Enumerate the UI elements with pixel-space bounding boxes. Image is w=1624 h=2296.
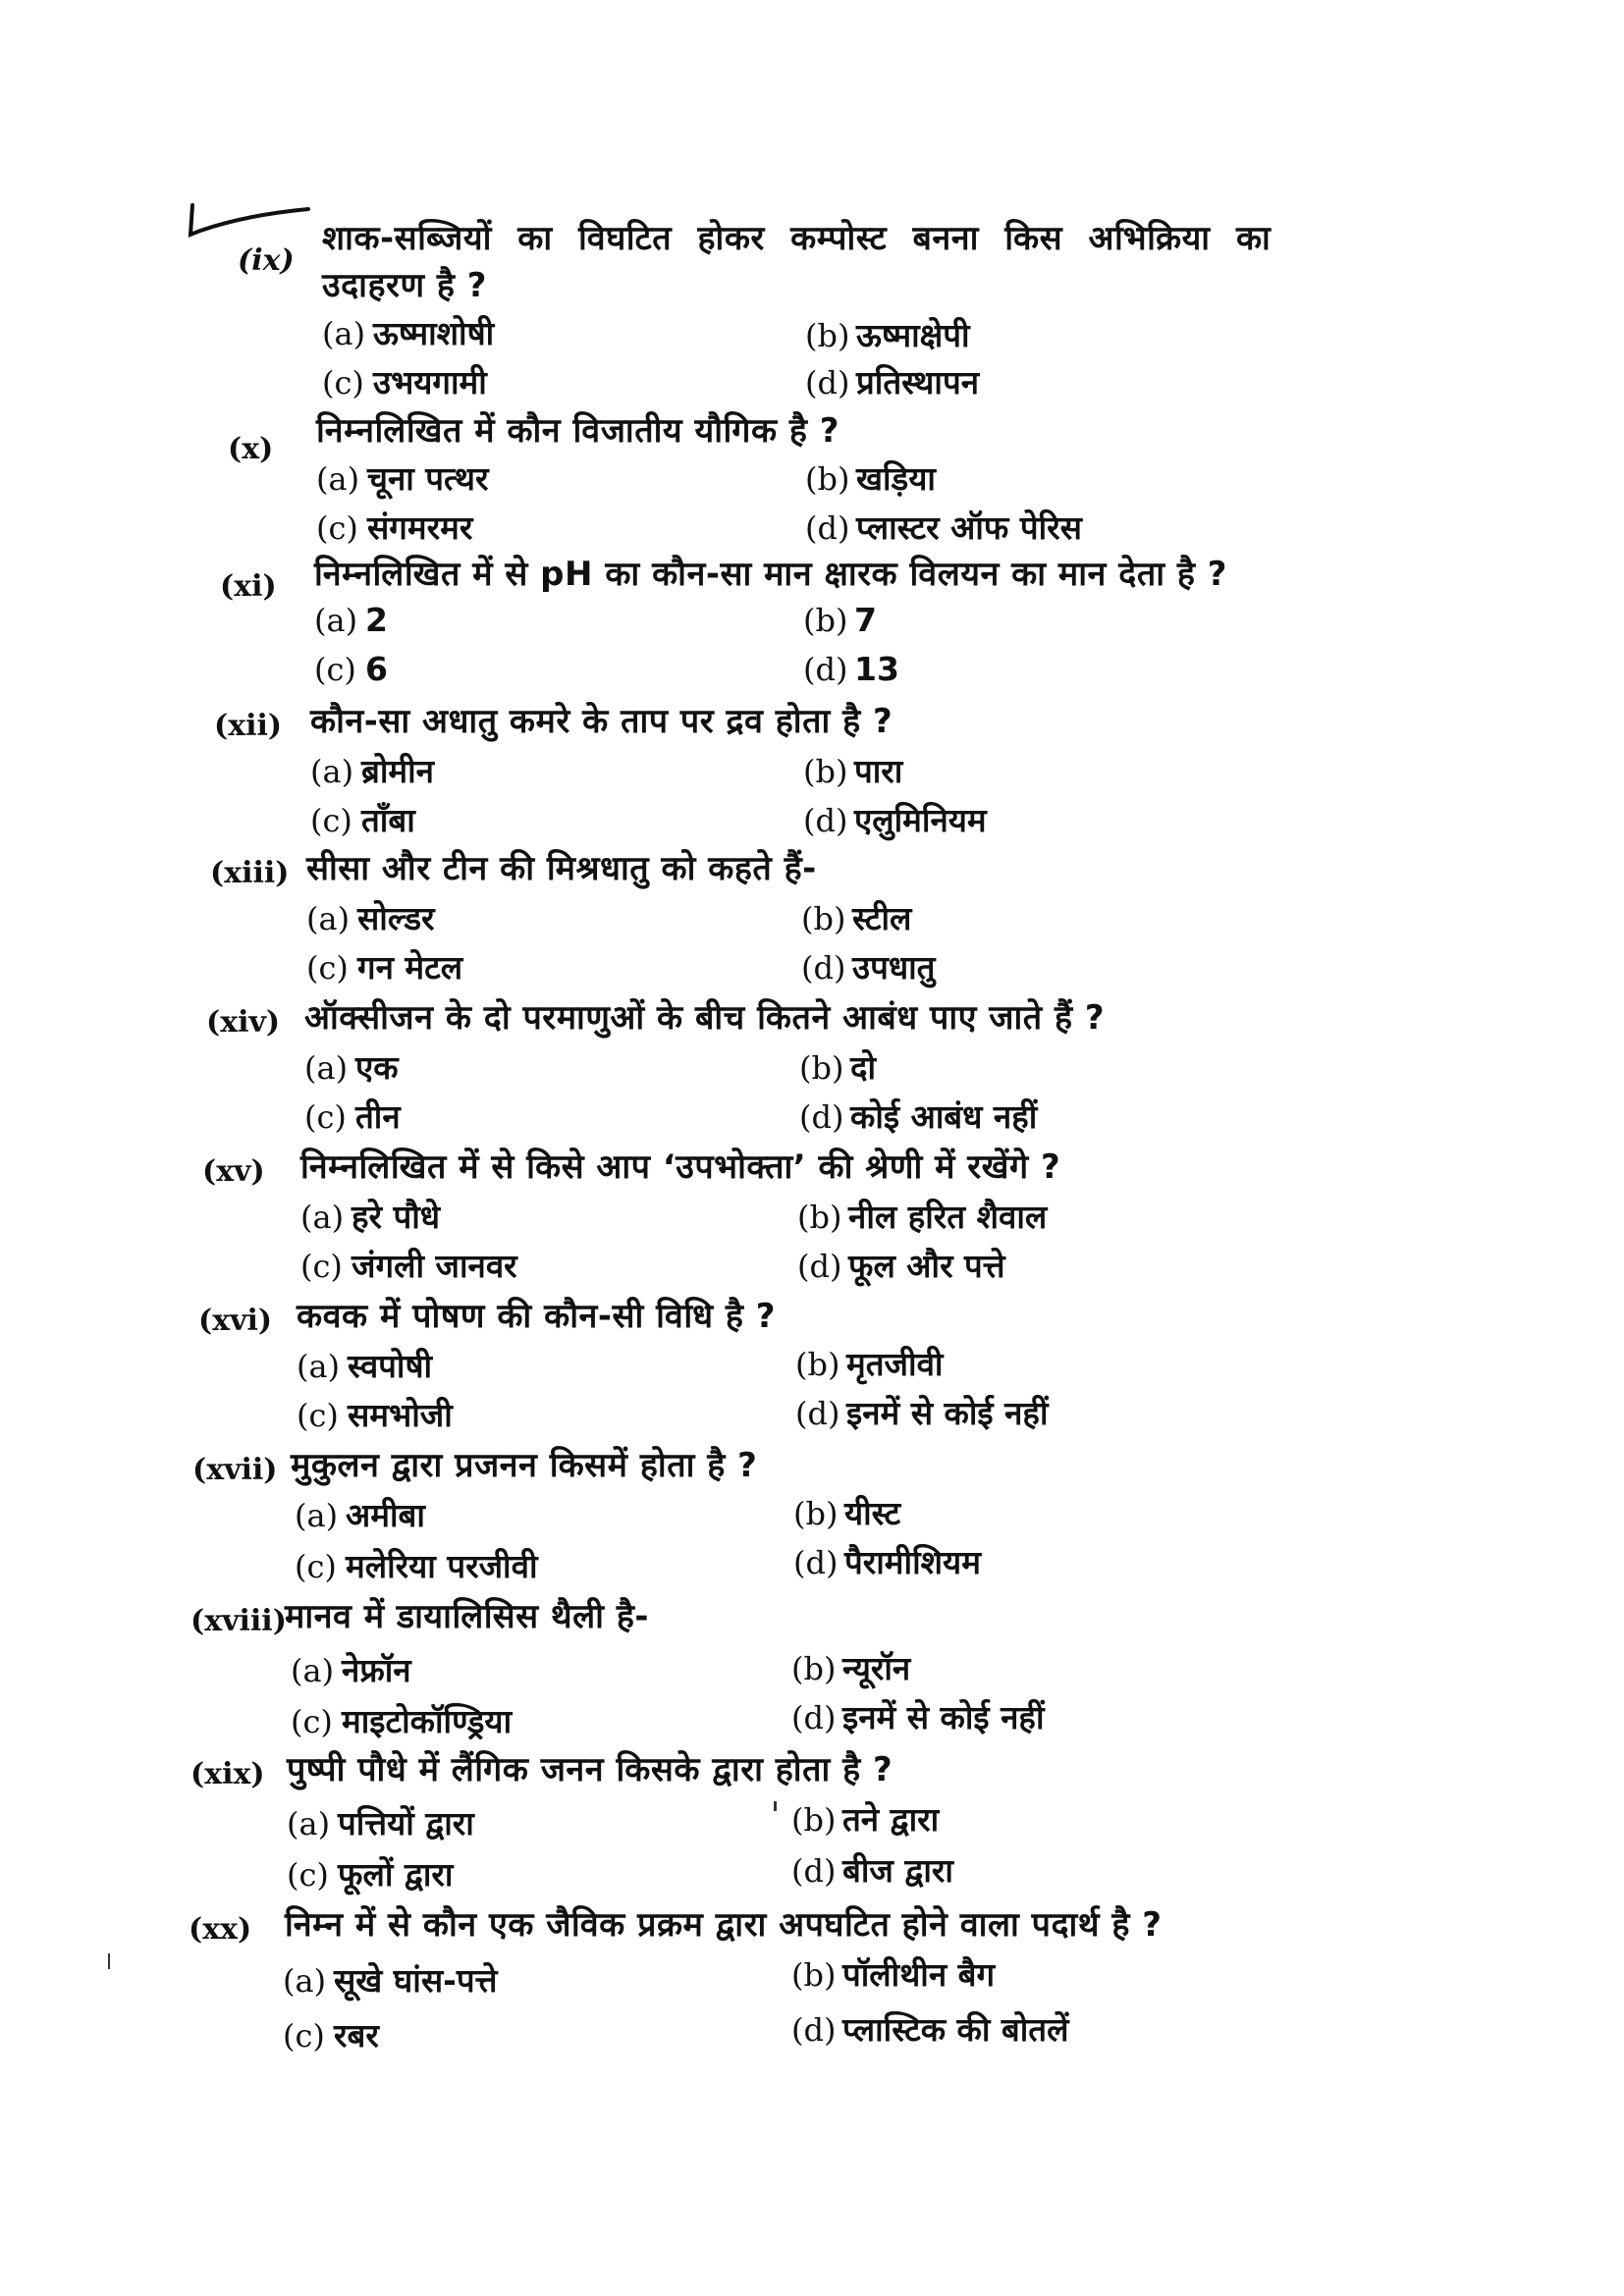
option-b[interactable] (793, 1490, 900, 1534)
option-text: गन मेटल (357, 948, 463, 987)
option-text: सोल्डर (357, 899, 435, 937)
option-a[interactable] (297, 1343, 432, 1387)
option-d[interactable] (793, 1539, 981, 1583)
question-number: (ix) (238, 243, 295, 278)
option-a[interactable] (287, 1800, 474, 1844)
option-label: (b) (791, 1956, 837, 1994)
option-d[interactable] (803, 650, 899, 688)
option-c[interactable] (297, 1392, 453, 1436)
question-text: ऑक्सीजन के दो परमाणुओं के बीच कितने आबंध पाए जाते हैं ? (304, 998, 1106, 1038)
question-text: निम्नलिखित में से किसे आप ‘उपभोक्ता’ की श्रेणी में रखेंगे ? (300, 1148, 1061, 1187)
option-label: (b) (795, 1346, 840, 1383)
option-c[interactable] (291, 1698, 512, 1742)
option-b[interactable] (791, 1796, 939, 1841)
option-text: मलेरिया परजीवी (346, 1547, 538, 1585)
question-text: निम्न में से कौन एक जैविक प्रक्रम द्वारा अपघटित होने वाला पदार्थ है ? (285, 1905, 1163, 1945)
question-text: निम्नलिखित में कौन विजातीय यौगिक है ? (316, 411, 840, 451)
option-d[interactable] (805, 359, 979, 403)
option-label: (c) (283, 2017, 325, 2055)
option-label: (c) (310, 802, 352, 839)
option-label: (a) (306, 900, 351, 937)
option-text: स्टील (852, 899, 912, 937)
option-text: प्लास्टर ऑफ पेरिस (856, 508, 1082, 547)
option-label: (a) (322, 315, 366, 352)
option-label: (c) (297, 1397, 339, 1434)
question-number: (xv) (202, 1154, 265, 1189)
option-text: फूलों द्वारा (338, 1855, 454, 1894)
option-text: पत्तियों द्वारा (338, 1804, 474, 1842)
question-number: (xiv) (206, 1005, 281, 1040)
option-text: तीन (355, 1097, 401, 1136)
question-number: (xvii) (192, 1453, 278, 1487)
option-text: प्लास्टिक की बोतलें (842, 2010, 1069, 2049)
option-text: नेफ्रॉन (342, 1651, 411, 1689)
option-label: (d) (799, 1098, 844, 1136)
option-text: फूल और पत्ते (848, 1247, 1005, 1285)
option-text: ऊष्माक्षेपी (856, 316, 970, 354)
option-b[interactable] (803, 748, 902, 792)
option-text: मृतजीवी (846, 1345, 944, 1383)
stray-mark (108, 1953, 110, 1969)
question-number: (xx) (189, 1912, 252, 1947)
question-number: (xi) (220, 569, 277, 604)
stray-mark (774, 1801, 777, 1811)
option-label: (d) (793, 1544, 839, 1581)
option-text: जंगली जानवर (352, 1247, 517, 1285)
question-number: (xviii) (190, 1604, 287, 1638)
option-text: पैरामीशियम (844, 1543, 981, 1581)
option-text: 6 (365, 650, 388, 688)
option-c[interactable] (287, 1851, 453, 1896)
option-label: (b) (805, 317, 850, 354)
option-c[interactable] (304, 1094, 401, 1138)
option-d[interactable] (791, 1847, 953, 1892)
option-text: खड़िया (856, 459, 936, 498)
option-label: (c) (300, 1248, 343, 1285)
option-a[interactable] (306, 895, 435, 939)
option-c[interactable] (310, 797, 415, 841)
option-d[interactable] (799, 1094, 1037, 1138)
option-text: पॉलीथीन बैग (842, 1955, 996, 1994)
option-text: समभोजी (348, 1396, 453, 1434)
option-label: (a) (304, 1049, 349, 1087)
option-label: (a) (295, 1497, 339, 1534)
option-b[interactable] (799, 1044, 876, 1089)
option-d[interactable] (805, 505, 1082, 549)
option-label: (b) (801, 900, 846, 937)
option-label: (d) (791, 1852, 837, 1890)
option-b[interactable] (805, 455, 936, 500)
option-label: (c) (291, 1703, 333, 1740)
option-b[interactable] (801, 895, 911, 939)
option-text: रबर (334, 2016, 379, 2055)
option-label: (b) (799, 1049, 844, 1087)
question-number: (xiii) (210, 856, 290, 890)
option-a[interactable] (310, 748, 434, 792)
option-text: 13 (854, 650, 899, 688)
option-label: (a) (287, 1805, 331, 1842)
option-a[interactable] (291, 1647, 411, 1691)
option-label: (a) (314, 602, 358, 639)
option-label: (b) (791, 1650, 837, 1687)
option-text: चूना पत्थर (367, 459, 489, 498)
option-a[interactable] (295, 1492, 425, 1536)
option-d[interactable] (797, 1243, 1005, 1287)
option-text: माइटोकॉण्ड्रिया (342, 1702, 513, 1740)
option-a[interactable] (283, 1957, 497, 2002)
option-label: (a) (297, 1348, 341, 1385)
option-text: यीस्ट (844, 1494, 901, 1532)
option-text: उपधातु (852, 948, 936, 987)
option-label: (b) (803, 602, 848, 639)
option-d[interactable] (791, 2006, 1068, 2051)
option-d[interactable] (791, 1694, 1045, 1738)
option-text: ताँबा (361, 801, 415, 839)
option-label: (c) (314, 651, 356, 688)
option-label: (d) (797, 1248, 842, 1285)
option-label: (d) (791, 1699, 837, 1736)
question-text: मानव में डायालिसिस थैली है- (285, 1597, 649, 1636)
question-text: निम्नलिखित में से pH का कौन-सा मान क्षारक विलयन का मान देता है ? (314, 555, 1227, 594)
option-b[interactable] (791, 1645, 910, 1689)
option-text: स्वपोषी (348, 1347, 433, 1385)
option-text: न्यूरॉन (842, 1649, 911, 1687)
option-label: (d) (791, 2011, 837, 2049)
option-text: तने द्वारा (842, 1800, 940, 1839)
option-label: (a) (310, 753, 354, 790)
option-text: पारा (854, 752, 903, 790)
option-label: (c) (295, 1548, 337, 1585)
option-label: (b) (805, 460, 850, 498)
question-text: शाक-सब्जियों का विघटित होकर कम्पोस्ट बनना किस अभिक्रिया का (322, 219, 1272, 258)
option-label: (c) (306, 949, 349, 987)
option-b[interactable] (797, 1194, 1047, 1238)
option-text: ऊष्माशोषी (373, 314, 495, 352)
option-text: एक (355, 1048, 399, 1087)
option-label: (c) (287, 1856, 329, 1894)
question-text: पुष्पी पौधे में लैंगिक जनन किसके द्वारा होता है ? (287, 1750, 893, 1789)
option-text: इनमें से कोई नहीं (846, 1394, 1049, 1432)
option-c[interactable] (322, 359, 487, 403)
option-c[interactable] (306, 944, 462, 988)
option-label: (a) (300, 1199, 345, 1236)
option-label: (b) (793, 1495, 839, 1532)
option-b[interactable] (803, 601, 877, 639)
option-label: (c) (304, 1098, 347, 1136)
option-a[interactable] (300, 1194, 440, 1238)
option-label: (d) (803, 651, 848, 688)
option-label: (d) (803, 802, 848, 839)
question-text-continued: उदाहरण है ? (322, 266, 487, 305)
question-text: सीसा और टीन की मिश्रधातु को कहते हैं- (306, 849, 817, 888)
option-a[interactable] (304, 1044, 399, 1089)
option-d[interactable] (795, 1390, 1049, 1434)
question-text: कवक में पोषण की कौन-सी विधि है ? (297, 1297, 776, 1336)
option-text: एलुमिनियम (854, 801, 987, 839)
option-text: हरे पौधे (352, 1198, 441, 1236)
question-number: (xvi) (198, 1304, 273, 1338)
option-label: (d) (805, 509, 850, 547)
option-c[interactable] (295, 1543, 538, 1587)
option-c[interactable] (316, 505, 472, 549)
option-b[interactable] (791, 1951, 995, 1996)
option-text: दो (850, 1048, 877, 1087)
option-text: बीज द्वारा (842, 1851, 953, 1890)
option-c[interactable] (283, 2012, 379, 2056)
option-label: (d) (801, 949, 846, 987)
option-c[interactable] (300, 1243, 517, 1287)
option-b[interactable] (795, 1341, 943, 1385)
option-text: इनमें से कोई नहीं (842, 1698, 1045, 1736)
option-text: कोई आबंध नहीं (850, 1097, 1038, 1136)
option-label: (a) (291, 1652, 335, 1689)
option-text: उभयगामी (373, 363, 487, 401)
option-d[interactable] (801, 944, 935, 988)
question-number: (x) (228, 432, 274, 466)
option-text: सूखे घांस-पत्ते (334, 1961, 498, 2000)
option-label: (d) (795, 1395, 840, 1432)
option-text: अमीबा (346, 1496, 425, 1534)
option-label: (a) (316, 460, 360, 498)
option-text: 2 (365, 601, 388, 639)
question-number: (xii) (214, 709, 283, 743)
option-a[interactable] (322, 310, 494, 354)
option-label: (b) (797, 1199, 842, 1236)
option-text: नील हरित शैवाल (848, 1198, 1048, 1236)
option-label: (b) (791, 1801, 837, 1839)
option-label: (c) (316, 509, 358, 547)
option-d[interactable] (803, 797, 987, 841)
option-label: (c) (322, 364, 364, 401)
option-text: संगमरमर (367, 508, 473, 547)
option-c[interactable] (314, 650, 388, 688)
option-label: (a) (283, 1962, 327, 2000)
option-text: 7 (854, 601, 877, 639)
question-number: (xix) (190, 1757, 265, 1791)
question-text: कौन-सा अधातु कमरे के ताप पर द्रव होता है ? (310, 702, 893, 741)
option-b[interactable] (805, 312, 970, 356)
question-text: मुकुलन द्वारा प्रजनन किसमें होता है ? (291, 1446, 758, 1485)
option-text: प्रतिस्थापन (856, 363, 980, 401)
option-text: ब्रोमीन (361, 752, 434, 790)
option-label: (d) (805, 364, 850, 401)
option-a[interactable] (314, 601, 388, 639)
option-label: (b) (803, 753, 848, 790)
option-a[interactable] (316, 455, 489, 500)
